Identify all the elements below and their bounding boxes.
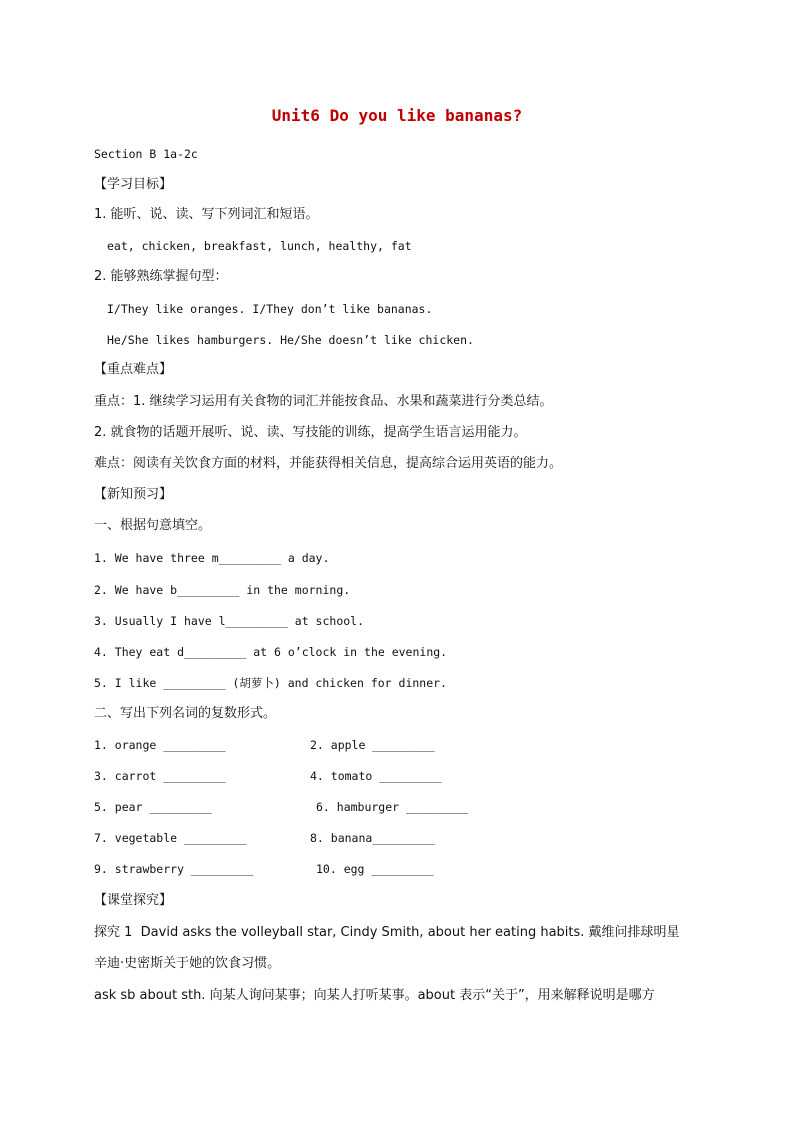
plural-item: 1. orange _________ xyxy=(94,738,226,752)
plural-item: 2. apple _________ xyxy=(310,738,435,752)
goals-heading: 【学习目标】 xyxy=(94,177,173,192)
part1-title: 一、根据句意填空。 xyxy=(94,518,212,533)
explore-line-1: 探究 1 David asks the volleyball star, Cindy Smith, about her eating habits. 戴维问排球明星 xyxy=(94,925,680,940)
section-label: Section B 1a-2c xyxy=(94,147,198,161)
preview-heading: 【新知预习】 xyxy=(94,487,173,502)
fill-blank-item: 5. I like _________ (胡萝卜) and chicken for dinner. xyxy=(94,676,447,690)
goal-item-2-sentence-2: He/She likes hamburgers. He/She doesn’t like chicken. xyxy=(107,333,474,347)
explore-line-2: 辛迪·史密斯关于她的饮食习惯。 xyxy=(94,956,281,971)
difficulty: 难点：阅读有关饮食方面的材料，并能获得相关信息，提高综合运用英语的能力。 xyxy=(94,456,563,471)
plural-item: 10. egg _________ xyxy=(316,862,434,876)
goal-item-1-words: eat, chicken, breakfast, lunch, healthy, fat xyxy=(107,239,412,253)
part2-title: 二、写出下列名词的复数形式。 xyxy=(94,706,277,721)
explore-line-3: ask sb about sth. 向某人询问某事；向某人打听某事。about 表示“关于”，用来解释说明是哪方 xyxy=(94,988,655,1003)
goal-item-2: 2. 能够熟练掌握句型： xyxy=(94,269,228,284)
plural-item: 8. banana_________ xyxy=(310,831,435,845)
keypoint-1: 重点：1. 继续学习运用有关食物的词汇并能按食品、水果和蔬菜进行分类总结。 xyxy=(94,394,553,409)
plural-item: 7. vegetable _________ xyxy=(94,831,247,845)
keypoints-heading: 【重点难点】 xyxy=(94,362,173,377)
plural-item: 4. tomato _________ xyxy=(310,769,442,783)
keypoint-2: 2. 就食物的话题开展听、说、读、写技能的训练，提高学生语言运用能力。 xyxy=(94,425,527,440)
goal-item-1: 1. 能听、说、读、写下列词汇和短语。 xyxy=(94,207,319,222)
explore-heading: 【课堂探究】 xyxy=(94,893,173,908)
fill-blank-item: 2. We have b_________ in the morning. xyxy=(94,583,351,597)
document-title: Unit6 Do you like bananas? xyxy=(271,106,523,125)
fill-blank-item: 1. We have three m_________ a day. xyxy=(94,551,330,565)
plural-item: 6. hamburger _________ xyxy=(316,800,469,814)
fill-blank-item: 4. They eat d_________ at 6 o’clock in the evening. xyxy=(94,645,448,659)
plural-item: 3. carrot _________ xyxy=(94,769,226,783)
plural-item: 9. strawberry _________ xyxy=(94,862,254,876)
fill-blank-item: 3. Usually I have l_________ at school. xyxy=(94,614,365,628)
goal-item-2-sentence-1: I/They like oranges. I/They don’t like bananas. xyxy=(107,302,433,316)
plural-item: 5. pear _________ xyxy=(94,800,212,814)
